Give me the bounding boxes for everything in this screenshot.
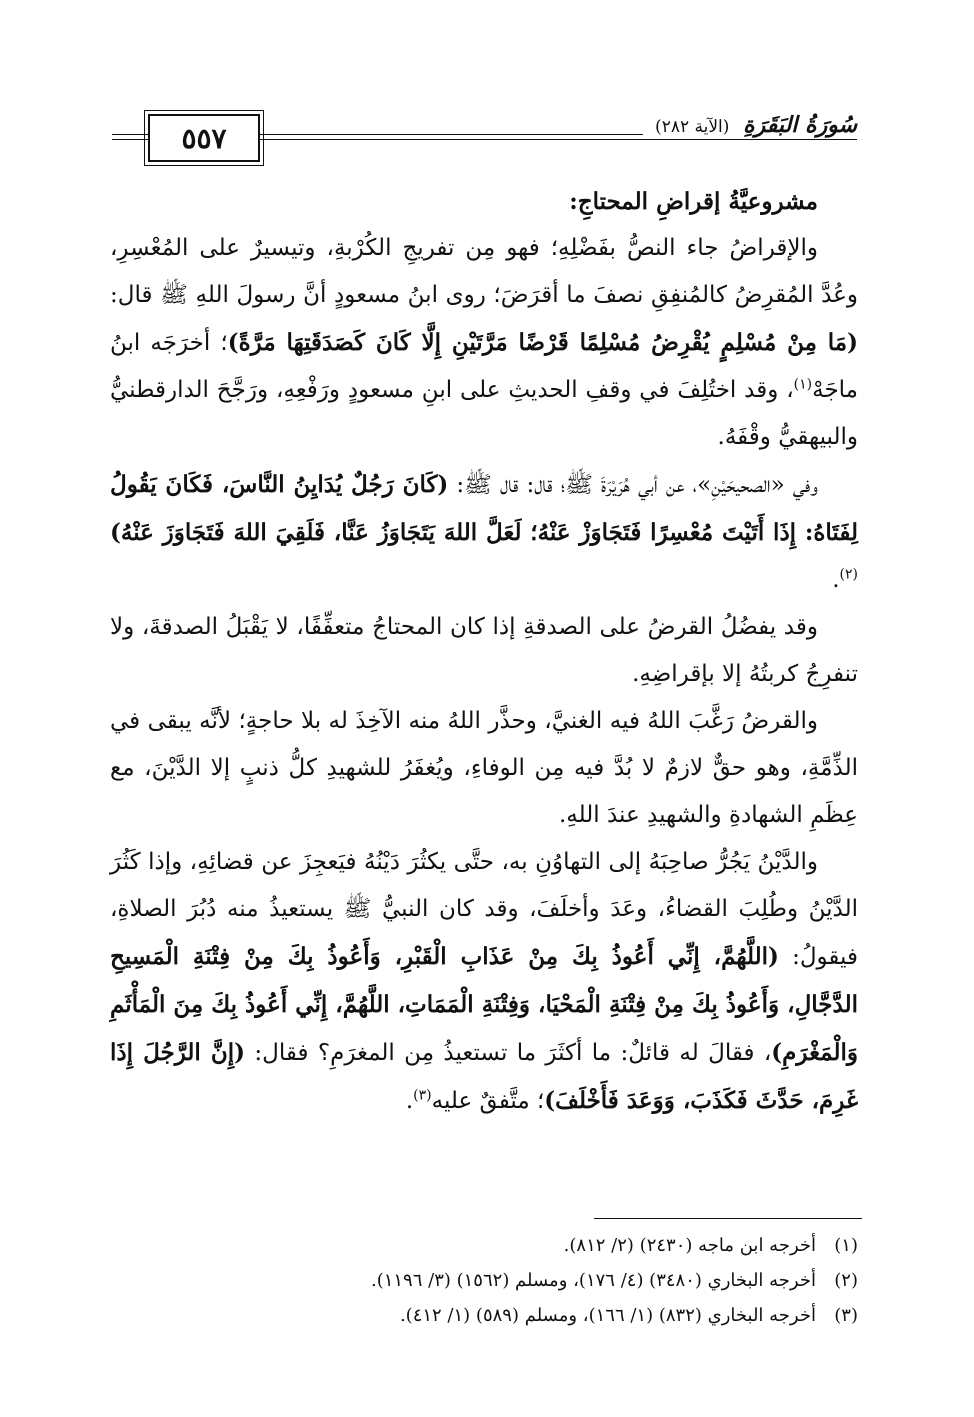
hadith-text: (مَا مِنْ مُسْلِمٍ يُقْرِضُ مُسْلِمًا قَرْضًا مَرَّتَيْنِ إِلَّا كَانَ كَصَدَقَتِهَا مَرَّةً) — [227, 329, 858, 356]
text: والدَّيْنُ يَجُرُّ صاحِبَهُ إلى التهاوُنِ به، حتَّى يكثُرَ دَيْنُهُ فيَعجِزَ عن قضائِهِ، وإذا كَثُرَ الدَّيْنُ وطُلِبَ القضاءُ، وعَدَ وأخلَفَ، وقد كان النبيُّ ﷺ يستعيذُ منه دُبُرَ الصلاةِ، فيقولُ: — [110, 849, 858, 970]
paragraph-2 — [110, 461, 858, 604]
footnote-ref[interactable]: (٣) — [413, 1087, 432, 1104]
footnote-3 — [112, 1298, 858, 1333]
text: وفي «الصحيحَيْنِ»، عن أبي هُرَيْرَةَ ﷺ؛ قال: قال ﷺ: — [448, 472, 819, 498]
paragraph-3: وقد يفضُلُ القرضُ على الصدقةِ إذا كان المحتاجُ متعفِّفًا، لا يَقْبَلُ الصدقةَ، ولا تنفرِجُ كربتُهُ إلا بإقراضِهِ. — [110, 614, 858, 687]
footnote-ref[interactable]: (١) — [793, 376, 813, 393]
surah-name: سُورَةُ البَقَرَةِ — [743, 112, 857, 138]
hadith-text: (اللَّهُمَّ، إِنِّي أَعُوذُ بِكَ مِنْ عَذَابِ الْقَبْرِ، وَأَعُوذُ بِكَ مِنْ فِتْنَةِ الْمَسِيحِ الدَّجَّالِ، وَأَعُوذُ بِكَ مِنْ فِتْنَةِ الْمَحْيَا، وَفِتْنَةِ الْمَمَاتِ، اللَّهُمَّ، إِنِّي أَعُوذُ بِكَ مِنَ الْمَأْثَمِ وَالْمَغْرَمِ) — [110, 943, 858, 1066]
text: ، وقد اختُلِفَ في وقفِ الحديثِ على ابنِ مسعودٍ ورَفْعِهِ، ورَجَّحَ الدارقطنيُّ والبيهقيُّ وقْفَهُ. — [110, 377, 858, 450]
footnote-text: أخرجه البخاري (٣٤٨٠) (٤/ ١٧٦)، ومسلم (١٥٦٢) (٣/ ١١٩٦). — [370, 1270, 816, 1291]
footnote-separator — [594, 1218, 862, 1219]
hadith-text: (كَانَ رَجُلٌ يُدَايِنُ النَّاسَ، فَكَانَ يَقُولُ لِفَتَاهُ: إِذَا أَتَيْتَ مُعْسِرًا فَتَجَاوَزْ عَنْهُ؛ لَعَلَّ اللهَ يَتَجَاوَزُ عَنَّا، فَلَقِيَ اللهَ فَتَجَاوَزَ عَنْهُ) — [110, 471, 858, 546]
section-heading: مشروعيَّةُ إقراضِ المحتاجِ: — [569, 188, 818, 215]
footnote-2 — [112, 1263, 858, 1298]
running-title — [643, 112, 857, 138]
text: والإقراضُ جاء النصُّ بفَضْلِهِ؛ فهو مِن تفريجِ الكُرْبةِ، وتيسيرٌ على المُعْسِرِ، وعُدَّ المُقرِضُ كالمُنفِقِ نصفَ ما أقرَضَ؛ روى ابنُ مسعودٍ أنَّ رسولَ اللهِ ﷺ قال: — [110, 235, 858, 308]
text: ، فقالَ له قائلٌ: ما أكثَرَ ما تستعيذُ مِن المغرَمِ؟ فقال: — [245, 1040, 772, 1066]
footnote-ref[interactable]: (٢) — [839, 566, 858, 583]
footnote-number: (٣) — [834, 1305, 858, 1326]
footnote-number: (١) — [834, 1235, 858, 1256]
text: ؛ أخرَجَه ابنُ ماجَهْ — [110, 330, 858, 403]
page-header — [112, 108, 857, 158]
text: . — [405, 1088, 414, 1114]
footnote-1 — [112, 1228, 858, 1263]
hadith-text: (إِنَّ الرَّجُلَ إِذَا غَرِمَ، حَدَّثَ فَكَذَبَ، وَوَعَدَ فَأَخْلَفَ) — [110, 1039, 858, 1114]
text: ؛ متَّفقٌ عليه — [431, 1088, 545, 1114]
footnotes — [112, 1228, 858, 1333]
footnote-number: (٢) — [834, 1270, 858, 1291]
text: . — [832, 567, 840, 593]
footnote-text: أخرجه ابن ماجه (٢٤٣٠) (٢/ ٨١٢). — [563, 1235, 816, 1256]
paragraph-5 — [110, 839, 858, 1125]
paragraph-1 — [110, 225, 858, 461]
verse-reference: (الآية ٢٨٢) — [655, 117, 730, 137]
footnote-text: أخرجه البخاري (٨٣٢) (١/ ١٦٦)، ومسلم (٥٨٩) (١/ ٤١٢). — [399, 1305, 816, 1326]
main-text — [110, 178, 858, 1125]
page-number: ٥٥٧ — [148, 114, 260, 162]
paragraph-4: والقرضُ رَغَّبَ اللهُ فيه الغنيَّ، وحذَّر اللهُ منه الآخِذَ له بلا حاجةٍ؛ لأنَّه يبقى في الذِّمَّةِ، وهو حقٌّ لازمٌ لا بُدَّ فيه مِن الوفاءِ، ويُغفَرُ للشهيدِ كلُّ ذنبٍ إلا الدَّيْنَ، مع عِظَمِ الشهادةِ والشهيدِ عندَ اللهِ. — [110, 708, 858, 828]
